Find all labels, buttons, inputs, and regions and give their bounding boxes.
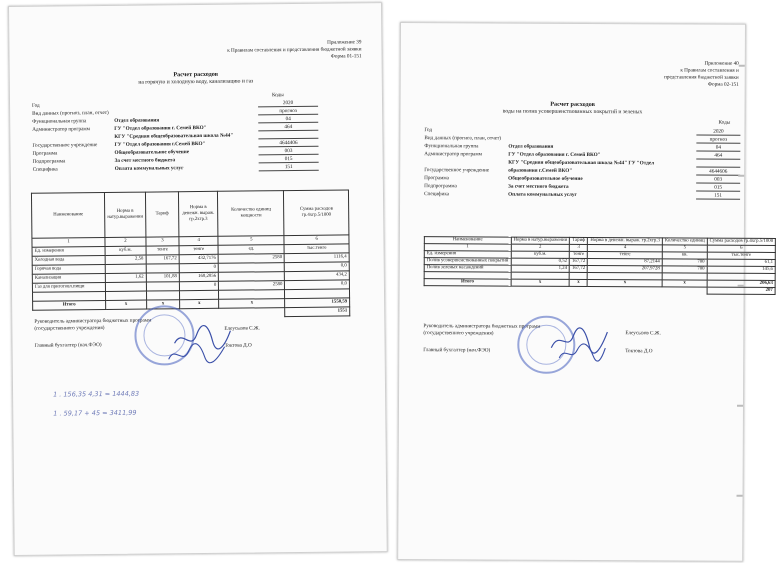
head-signature-label-2: (государственного учреждения) <box>34 325 105 332</box>
page-edge-mark <box>739 65 745 67</box>
head-name: Елеусызов С.Ж. <box>625 330 661 337</box>
table-cell: кв. <box>662 252 707 259</box>
meta-code: 464 <box>284 124 293 131</box>
codes-label: Коды <box>271 92 284 99</box>
expense-table <box>424 236 777 295</box>
rules-label: к Правилам составления и <box>680 67 739 74</box>
table-cell <box>569 286 587 293</box>
table-cell <box>105 282 146 291</box>
table-cell: Норма в денежн. выраж. гр.2хгр.3 <box>588 237 663 244</box>
table-cell: 207,9728 <box>588 265 663 272</box>
meta-value: КГУ "Средняя общеобразовательная школа №44" ГУ "Отдел <box>508 159 655 167</box>
meta-label: Государственное учреждение <box>32 142 98 149</box>
meta-label: Программа <box>424 175 449 182</box>
page-edge-mark <box>737 495 743 497</box>
table-cell: х <box>588 279 663 286</box>
table-cell: 6 <box>284 235 349 245</box>
document-page-form-02-151 <box>397 22 774 562</box>
table-cell: 432,7176 <box>179 254 218 263</box>
table-cell: 2580 <box>218 254 284 264</box>
meta-label: Вид данных (прогноз, план, отчет) <box>32 109 109 117</box>
table-cell <box>424 286 511 293</box>
table-cell: х <box>106 300 147 309</box>
form-number: Форма 01-151 <box>330 53 362 60</box>
meta-code: прогноз <box>279 107 297 115</box>
table-cell: Канализация <box>32 273 105 283</box>
table-cell: х <box>569 279 587 286</box>
meta-code: 04 <box>715 144 721 151</box>
table-total-round-row <box>424 286 775 295</box>
table-cell: 2,58 <box>105 255 146 264</box>
table-cell: 2 <box>511 244 570 251</box>
meta-code: 015 <box>714 184 723 191</box>
table-cell: х <box>146 300 179 309</box>
table-cell: тенге <box>179 245 218 254</box>
expense-table <box>31 189 350 319</box>
accountant-label: Главный бухгалтер (нач.ФЭО) <box>34 342 102 349</box>
accountant-name: Токтова Д.О <box>224 342 252 349</box>
meta-code-underline <box>696 159 740 160</box>
table-cell: 6 <box>707 245 775 252</box>
table-cell: 1551 <box>285 307 350 317</box>
table-cell: 167,72 <box>146 255 179 264</box>
head-signature-label: Руководитель администратора бюджетных программ <box>34 317 152 325</box>
meta-label: Программа <box>32 150 58 157</box>
table-cell: Горячая вода <box>32 264 105 274</box>
document-page-form-01-151 <box>8 2 388 556</box>
meta-value: За счет местного бюджета <box>508 183 569 190</box>
table-cell: 1,24 <box>511 265 570 272</box>
table-cell: Тариф <box>145 192 179 237</box>
table-cell: тыс.тенге <box>707 252 775 259</box>
table-cell: Холодная вода <box>32 255 105 265</box>
table-cell: 5 <box>662 245 707 252</box>
page-edge-mark <box>737 405 743 407</box>
table-cell: Тариф <box>570 237 588 244</box>
table-cell: 0 <box>179 281 218 290</box>
table-cell <box>219 308 285 318</box>
meta-code: 04 <box>285 116 291 123</box>
meta-code-underline <box>259 170 319 172</box>
meta-value: КГУ "Средняя общеобразовательная школа №44" <box>114 132 234 140</box>
table-cell: тенге <box>570 251 588 258</box>
table-cell: Сумма расходов гр.4хгр.5/1000 <box>707 238 775 245</box>
table-cell: 1116,4 <box>285 253 350 263</box>
table-cell: 207 <box>707 287 775 294</box>
table-cell: х <box>662 280 707 287</box>
table-cell: 2580 <box>219 281 285 291</box>
table-cell <box>511 286 570 293</box>
table-cell <box>146 291 179 300</box>
table-cell: 4 <box>588 244 663 251</box>
table-cell <box>105 264 146 273</box>
table-cell: Наименование <box>31 192 105 238</box>
meta-label: Функциональная группа <box>32 118 87 125</box>
table-cell: куб.м. <box>511 251 570 258</box>
table-cell: 3 <box>570 244 588 251</box>
page-edge-mark <box>738 285 744 287</box>
table-cell <box>146 282 179 291</box>
table-cell <box>146 264 179 273</box>
meta-value: ГУ "Отдел образования г.Семей ВКО" <box>114 140 206 148</box>
meta-code: 003 <box>284 148 293 155</box>
table-cell: 167,72 <box>569 265 587 272</box>
table-header-row <box>31 190 348 238</box>
head-name: Елеусызов С.Ж. <box>224 325 260 332</box>
meta-value: Оплата коммунальных услуг <box>508 191 577 198</box>
signature-mark-2 <box>167 341 227 368</box>
table-cell: х <box>180 299 219 308</box>
head-signature-label-2: (государственного учреждения) <box>423 330 494 337</box>
table-cell <box>588 286 663 293</box>
meta-value: Отдел образования <box>114 117 160 124</box>
meta-label: Год <box>424 127 433 134</box>
table-cell: 1 <box>32 237 105 247</box>
signature-mark-2 <box>557 342 607 364</box>
table-cell: 0 <box>179 263 218 272</box>
table-cell: Итого <box>33 300 106 310</box>
meta-label: Специфика <box>424 191 450 198</box>
handwritten-note-1: 1 . 156,35 4,31 = 1444,83 <box>53 389 140 399</box>
document-subtitle: на горячую и холодную воду, канализацию и газ <box>138 78 254 86</box>
meta-value: Общеобразовательное обучение <box>508 175 583 182</box>
meta-label: Подпрограмма <box>424 183 457 190</box>
table-cell: Полив усовершенствованных покрытий <box>424 258 511 265</box>
table-cell: 168,2856 <box>179 272 218 281</box>
table-cell <box>662 287 707 294</box>
table-cell: Норма в денежн. выраж. гр.2хгр.3 <box>179 191 219 236</box>
meta-code: 464 <box>714 152 723 159</box>
document-title: Расчет расходов <box>550 100 595 109</box>
meta-label: Функциональная группа <box>424 143 479 150</box>
meta-code: 015 <box>284 156 293 163</box>
table-cell: Количество единиц <box>662 238 707 245</box>
accountant-name: Токтова Д.О <box>625 348 653 355</box>
meta-code-underline <box>696 199 740 200</box>
meta-code: 151 <box>714 192 723 199</box>
meta-label: Год <box>32 102 40 109</box>
meta-code <box>258 132 318 133</box>
table-cell: х <box>219 299 285 309</box>
meta-code: 2020 <box>282 100 294 107</box>
table-cell: Норма в натур.выражении <box>511 237 570 244</box>
table-cell: 101,88 <box>146 273 179 282</box>
table-cell: 1 <box>424 244 511 251</box>
table-cell: Наименование <box>424 237 511 244</box>
meta-label: Администратор программ <box>32 126 90 133</box>
appendix-label: Приложение 40 <box>704 60 739 67</box>
table-cell: Газ для приготовл.пищи <box>32 282 105 292</box>
handwritten-note-2: 1 . 59,17 + 45 = 3411,99 <box>53 408 137 418</box>
table-cell: Количество единиц мощности <box>218 191 285 237</box>
table-cell: 0,52 <box>511 258 570 265</box>
document-subtitle: воды на полив усовершенствованных покрытий и зеленых <box>502 108 643 116</box>
table-cell: 700 <box>662 259 707 266</box>
table-cell: Итого <box>424 279 511 286</box>
table-cell: 700 <box>662 266 707 273</box>
meta-value: ГУ "Отдел образования г. Семей ВКО" <box>508 151 601 159</box>
rules-label: к Правилам составления и представления бюджетной заявки <box>227 46 362 54</box>
meta-code: прогноз <box>709 136 728 143</box>
page-edge-mark <box>738 175 744 177</box>
meta-label: Администратор программ <box>424 151 482 158</box>
table-cell: Ед. измерения <box>32 246 105 256</box>
meta-value: Оплата коммунальных услуг <box>114 165 184 172</box>
meta-value: Отдел образования <box>508 143 554 150</box>
table-cell <box>106 291 147 300</box>
table-cell: х <box>511 279 570 286</box>
table-cell: Норма в натур.выражении <box>105 192 146 237</box>
table-cell <box>180 290 219 299</box>
accountant-label: Главный бухгалтер (нач.ФЭО) <box>423 347 491 354</box>
meta-label: Подпрограмма <box>32 158 66 165</box>
table-cell: куб.м. <box>105 246 146 255</box>
table-cell: 5 <box>218 236 284 246</box>
table-cell: ед. <box>218 245 284 255</box>
meta-code-underline <box>258 130 318 132</box>
document-title: Расчет расходов <box>173 70 219 79</box>
table-cell: 1,62 <box>105 273 146 282</box>
appendix-label: Приложение 39 <box>327 39 362 46</box>
rules-label-2: представления бюджетной заявки <box>664 74 739 81</box>
table-cell: Полив зеленых насаждений <box>424 265 511 272</box>
meta-code: 151 <box>284 164 293 171</box>
meta-value: Общеобразовательное обучение <box>114 149 190 156</box>
codes-label: Коды <box>718 119 731 126</box>
table-cell: Сумма расходов гр.4хгр.5/1000 <box>284 190 349 236</box>
meta-code: 4644606 <box>709 168 728 175</box>
table-cell: Ед. измерения <box>424 251 511 258</box>
meta-label: Государственное учреждение <box>424 167 490 174</box>
table-cell: тыс.тенге <box>284 244 349 254</box>
table-cell: 0,0 <box>285 280 350 290</box>
meta-label: Специфика <box>32 166 58 173</box>
form-number: Форма 02-151 <box>707 81 739 88</box>
table-cell: тенге <box>146 246 179 255</box>
meta-value: За счет местного бюджета <box>114 157 176 164</box>
meta-value: образования г.Семей ВКО" <box>508 167 573 174</box>
meta-code: 2020 <box>713 128 724 135</box>
table-cell: 206,63 <box>707 280 775 287</box>
table-cell: 0,0 <box>285 262 350 272</box>
table-cell: 4 <box>179 236 218 245</box>
table-cell: тенге <box>588 251 663 258</box>
table-cell: 167,72 <box>570 258 588 265</box>
meta-value: ГУ "Отдел образования г. Семей ВКО" <box>114 124 207 132</box>
meta-code: 4644406 <box>279 139 298 147</box>
meta-label: Вид данных (прогноз, план, отчет) <box>424 135 502 142</box>
table-cell: 3 <box>146 237 179 246</box>
table-cell: 2 <box>105 237 146 246</box>
table-cell: 434,2 <box>285 271 350 281</box>
table-cell: 145,6 <box>707 266 775 273</box>
table-cell: 1550,59 <box>285 298 350 308</box>
table-cell: 87,2144 <box>588 258 663 265</box>
head-signature-label: Руководитель администратора бюджетных программ <box>423 323 541 330</box>
table-cell: 61,1 <box>707 259 775 266</box>
meta-code: 003 <box>714 176 723 183</box>
